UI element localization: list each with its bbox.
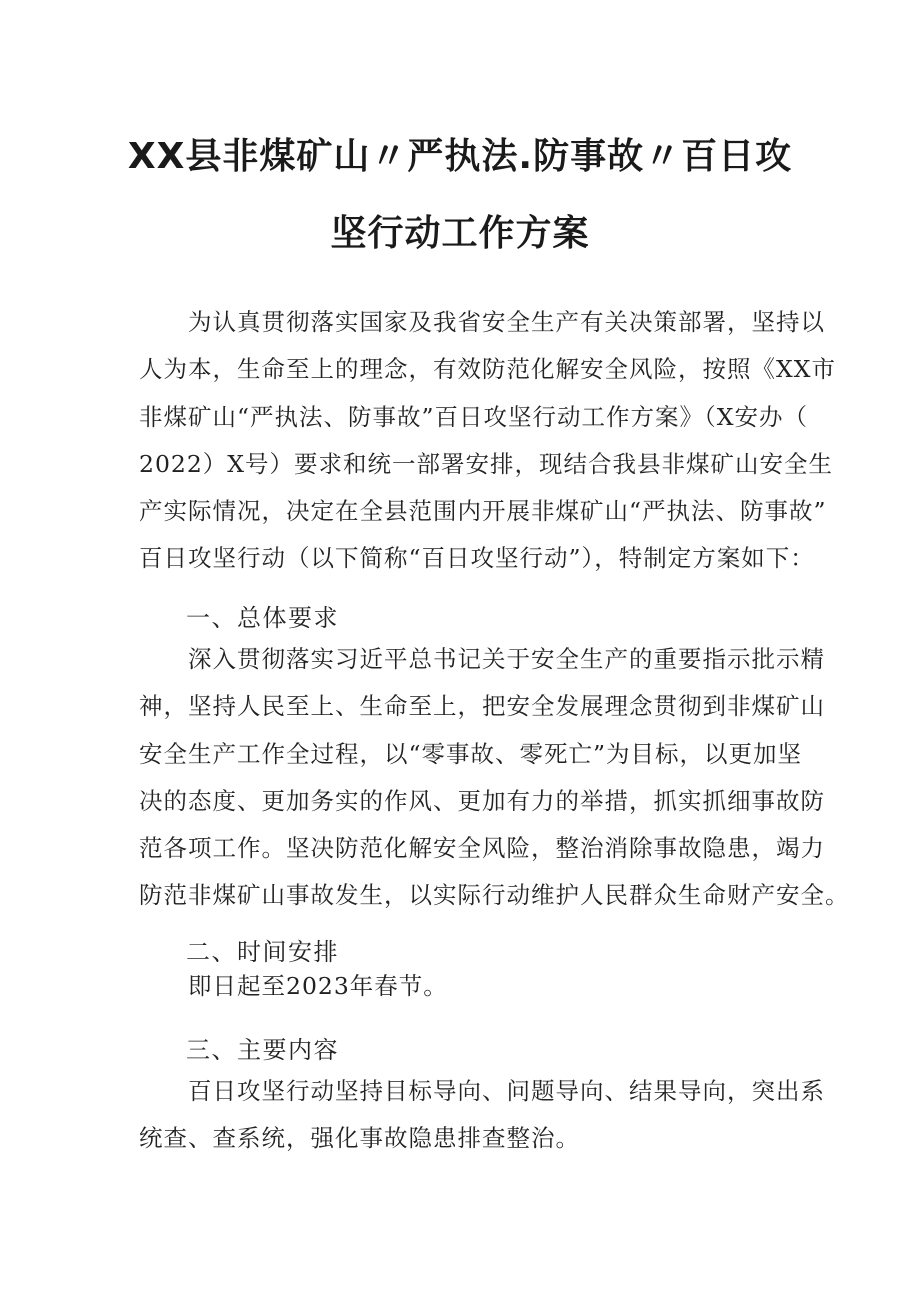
- intro-paragraph: [139, 299, 836, 583]
- section-3-heading: 三、主要内容: [186, 1036, 339, 1064]
- section-1-line: 防范非煤矿山事故发生，以实际行动维护人民群众生命财产安全。: [139, 881, 850, 910]
- section-2-heading: 二、时间安排: [186, 938, 339, 966]
- intro-line: 非煤矿山“严执法、防事故”百日攻坚行动工作方案》（X安办（: [139, 402, 809, 431]
- intro-line: 2022）X号）要求和统一部署安排，现结合我县非煤矿山安全生: [139, 449, 834, 478]
- section-3-line: 百日攻坚行动坚持目标导向、问题导向、结果导向，突出系: [139, 1077, 825, 1105]
- section-1-line: 决的态度、更加务实的作风、更加有力的举措，抓实抓细事故防: [139, 786, 825, 815]
- section-1-line: 深入贯彻落实习近平总书记关于安全生产的重要指示批示精: [139, 645, 825, 673]
- intro-line: 产实际情况，决定在全县范围内开展非煤矿山“严执法、防事故”: [139, 497, 827, 526]
- intro-line: 百日攻坚行动（以下简称“百日攻坚行动”），特制定方案如下：: [139, 544, 815, 573]
- section-2-line: 即日起至2023年春节。: [139, 972, 448, 1000]
- section-3-paragraph: [139, 1068, 825, 1163]
- section-3-line: 统查、查系统，强化事故隐患排查整治。: [139, 1124, 580, 1153]
- intro-line: 人为本，生命至上的理念，有效防范化解安全风险，按照《XX市: [139, 355, 836, 384]
- section-1-line: 安全生产工作全过程，以“零事故、零死亡”为目标，以更加坚: [139, 739, 803, 768]
- intro-line: 为认真贯彻落实国家及我省安全生产有关决策部署，坚持以: [139, 308, 825, 336]
- section-1-line: 范各项工作。坚决防范化解安全风险，整治消除事故隐患，竭力: [139, 834, 825, 863]
- section-1-heading: 一、总体要求: [186, 604, 339, 632]
- section-1-paragraph: [139, 636, 850, 920]
- document-title-line-2: 坚行动工作方案: [330, 213, 590, 254]
- section-2-paragraph: [139, 963, 801, 1010]
- section-1-line: 神，坚持人民至上、生命至上，把安全发展理念贯彻到非煤矿山: [139, 692, 825, 721]
- document-title-line-1: XX县非煤矿山〃严执法.防事故〃百日攻: [127, 136, 793, 177]
